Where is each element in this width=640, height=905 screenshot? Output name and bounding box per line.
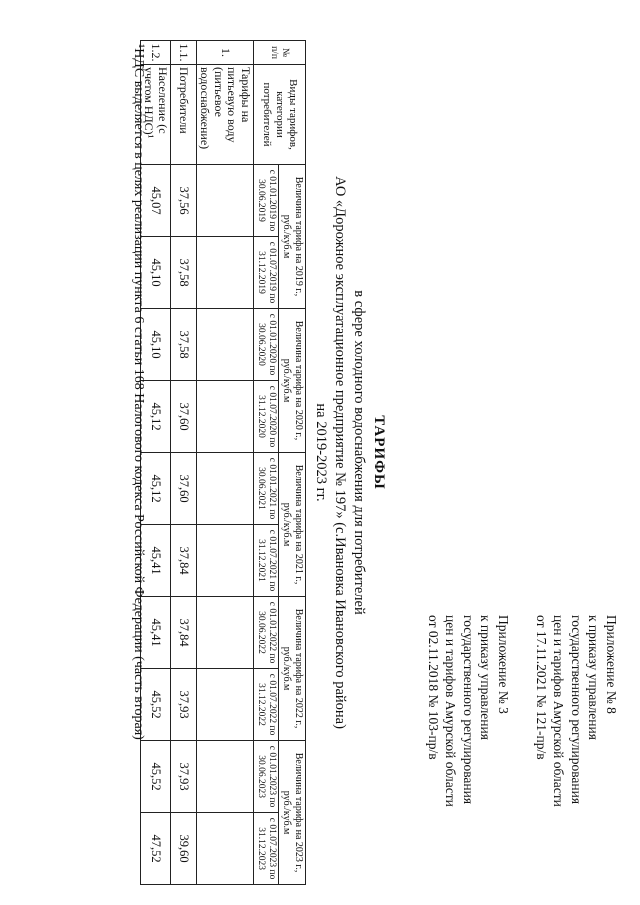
table-period-row [254, 41, 279, 885]
header-period: с 01.07.2022 по 31.12.2022 [254, 669, 279, 741]
appendix-new-header [533, 615, 621, 807]
tariff-cell: 45,07 [141, 165, 171, 237]
tariff-cell [197, 165, 254, 237]
document-period: на 2019-2023 гг. [313, 403, 329, 502]
header-period: с 01.01.2022 по 30.06.2022 [254, 597, 279, 669]
table-row [171, 41, 197, 885]
row-num: 1.2. [141, 41, 171, 65]
tariff-cell: 45,10 [141, 237, 171, 309]
table-row [197, 41, 254, 885]
header-year: Величина тарифа на 2021 г., руб./куб.м [279, 453, 306, 597]
appendix-line: от 17.11.2021 № 121-пр/в [534, 615, 549, 760]
header-period: с 01.07.2021 по 31.12.2021 [254, 525, 279, 597]
header-period: с 01.07.2019 по 31.12.2019 [254, 237, 279, 309]
appendix-line: государственного регулирования [461, 615, 476, 805]
appendix-line: цен и тарифов Амурской области [551, 615, 567, 807]
tariff-cell: 45,10 [141, 309, 171, 381]
tariff-cell: 37,84 [171, 525, 197, 597]
tariff-cell: 45,12 [141, 381, 171, 453]
tariff-cell: 37,93 [171, 741, 197, 813]
appendix-line: от 02.11.2018 № 103-пр/в [426, 615, 441, 760]
document-title: ТАРИФЫ [371, 415, 387, 490]
tariff-cell [197, 381, 254, 453]
row-num: 1. [197, 41, 254, 65]
row-name: Тарифы на питьевую воду (питьевое водоснабжение) [197, 65, 254, 165]
appendix-line: Приложение № 3 [496, 615, 511, 714]
document-subtitle: в сфере холодного водоснабжения для потребителей [351, 290, 367, 615]
appendix-line: государственного регулирования [569, 615, 584, 805]
tariff-cell: 45,41 [141, 597, 171, 669]
tariff-cell: 37,60 [171, 381, 197, 453]
tariff-cell [197, 741, 254, 813]
tariff-cell [197, 309, 254, 381]
row-name: Население (с учетом НДС)¹ [141, 65, 171, 165]
appendix-line: Приложение № 8 [604, 615, 619, 714]
header-period: с 01.01.2021 по 30.06.2021 [254, 453, 279, 525]
header-period: с 01.01.2020 по 30.06.2020 [254, 309, 279, 381]
tariff-cell [197, 597, 254, 669]
tariff-cell: 45,52 [141, 741, 171, 813]
header-year: Величина тарифа на 2020 г., руб./куб.м [279, 309, 306, 453]
appendix-line: к приказу управления [478, 615, 494, 740]
tariff-cell: 37,58 [171, 309, 197, 381]
tariff-cell: 37,93 [171, 669, 197, 741]
tariff-cell: 37,58 [171, 237, 197, 309]
tariff-cell: 37,60 [171, 453, 197, 525]
footnote: ¹НДС выделяется в целях реализации пункта 6 статьи 168 Налогового кодекса Российской Федерации (часть вторая) [131, 44, 146, 740]
header-year: Величина тарифа на 2023 г., руб./куб.м [279, 741, 306, 885]
header-period: с 01.07.2023 по 31.12.2023 [254, 813, 279, 885]
header-kind: Виды тарифов, категории потребителей [254, 65, 306, 165]
header-year: Величина тарифа на 2019 г., руб./куб.м [279, 165, 306, 309]
row-name: Потребители [171, 65, 197, 165]
tariff-cell: 39,60 [171, 813, 197, 885]
row-num: 1.1. [171, 41, 197, 65]
tariff-cell: 37,84 [171, 597, 197, 669]
header-period: с 01.01.2019 по 30.06.2019 [254, 165, 279, 237]
tariff-cell: 45,12 [141, 453, 171, 525]
tariff-cell: 45,41 [141, 525, 171, 597]
document-subtitle: АО «Дорожное эксплуатационное предприятие № 197» (с.Ивановка Ивановского района) [332, 176, 348, 729]
tariff-cell: 47,52 [141, 813, 171, 885]
table-header-row [279, 41, 306, 885]
appendix-line: цен и тарифов Амурской области [443, 615, 459, 807]
header-period: с 01.01.2023 по 30.06.2023 [254, 741, 279, 813]
header-num: № п/п [254, 41, 306, 65]
tariff-cell: 37,56 [171, 165, 197, 237]
header-year: Величина тарифа на 2022 г., руб./куб.м [279, 597, 306, 741]
tariff-cell [197, 669, 254, 741]
tariff-cell: 45,52 [141, 669, 171, 741]
tariff-table [140, 40, 306, 885]
tariff-cell [197, 453, 254, 525]
appendix-old-header [425, 615, 513, 807]
tariff-cell [197, 237, 254, 309]
header-period: с 01.07.2020 по 31.12.2020 [254, 381, 279, 453]
appendix-line: к приказу управления [586, 615, 602, 740]
tariff-cell [197, 813, 254, 885]
tariff-cell [197, 525, 254, 597]
